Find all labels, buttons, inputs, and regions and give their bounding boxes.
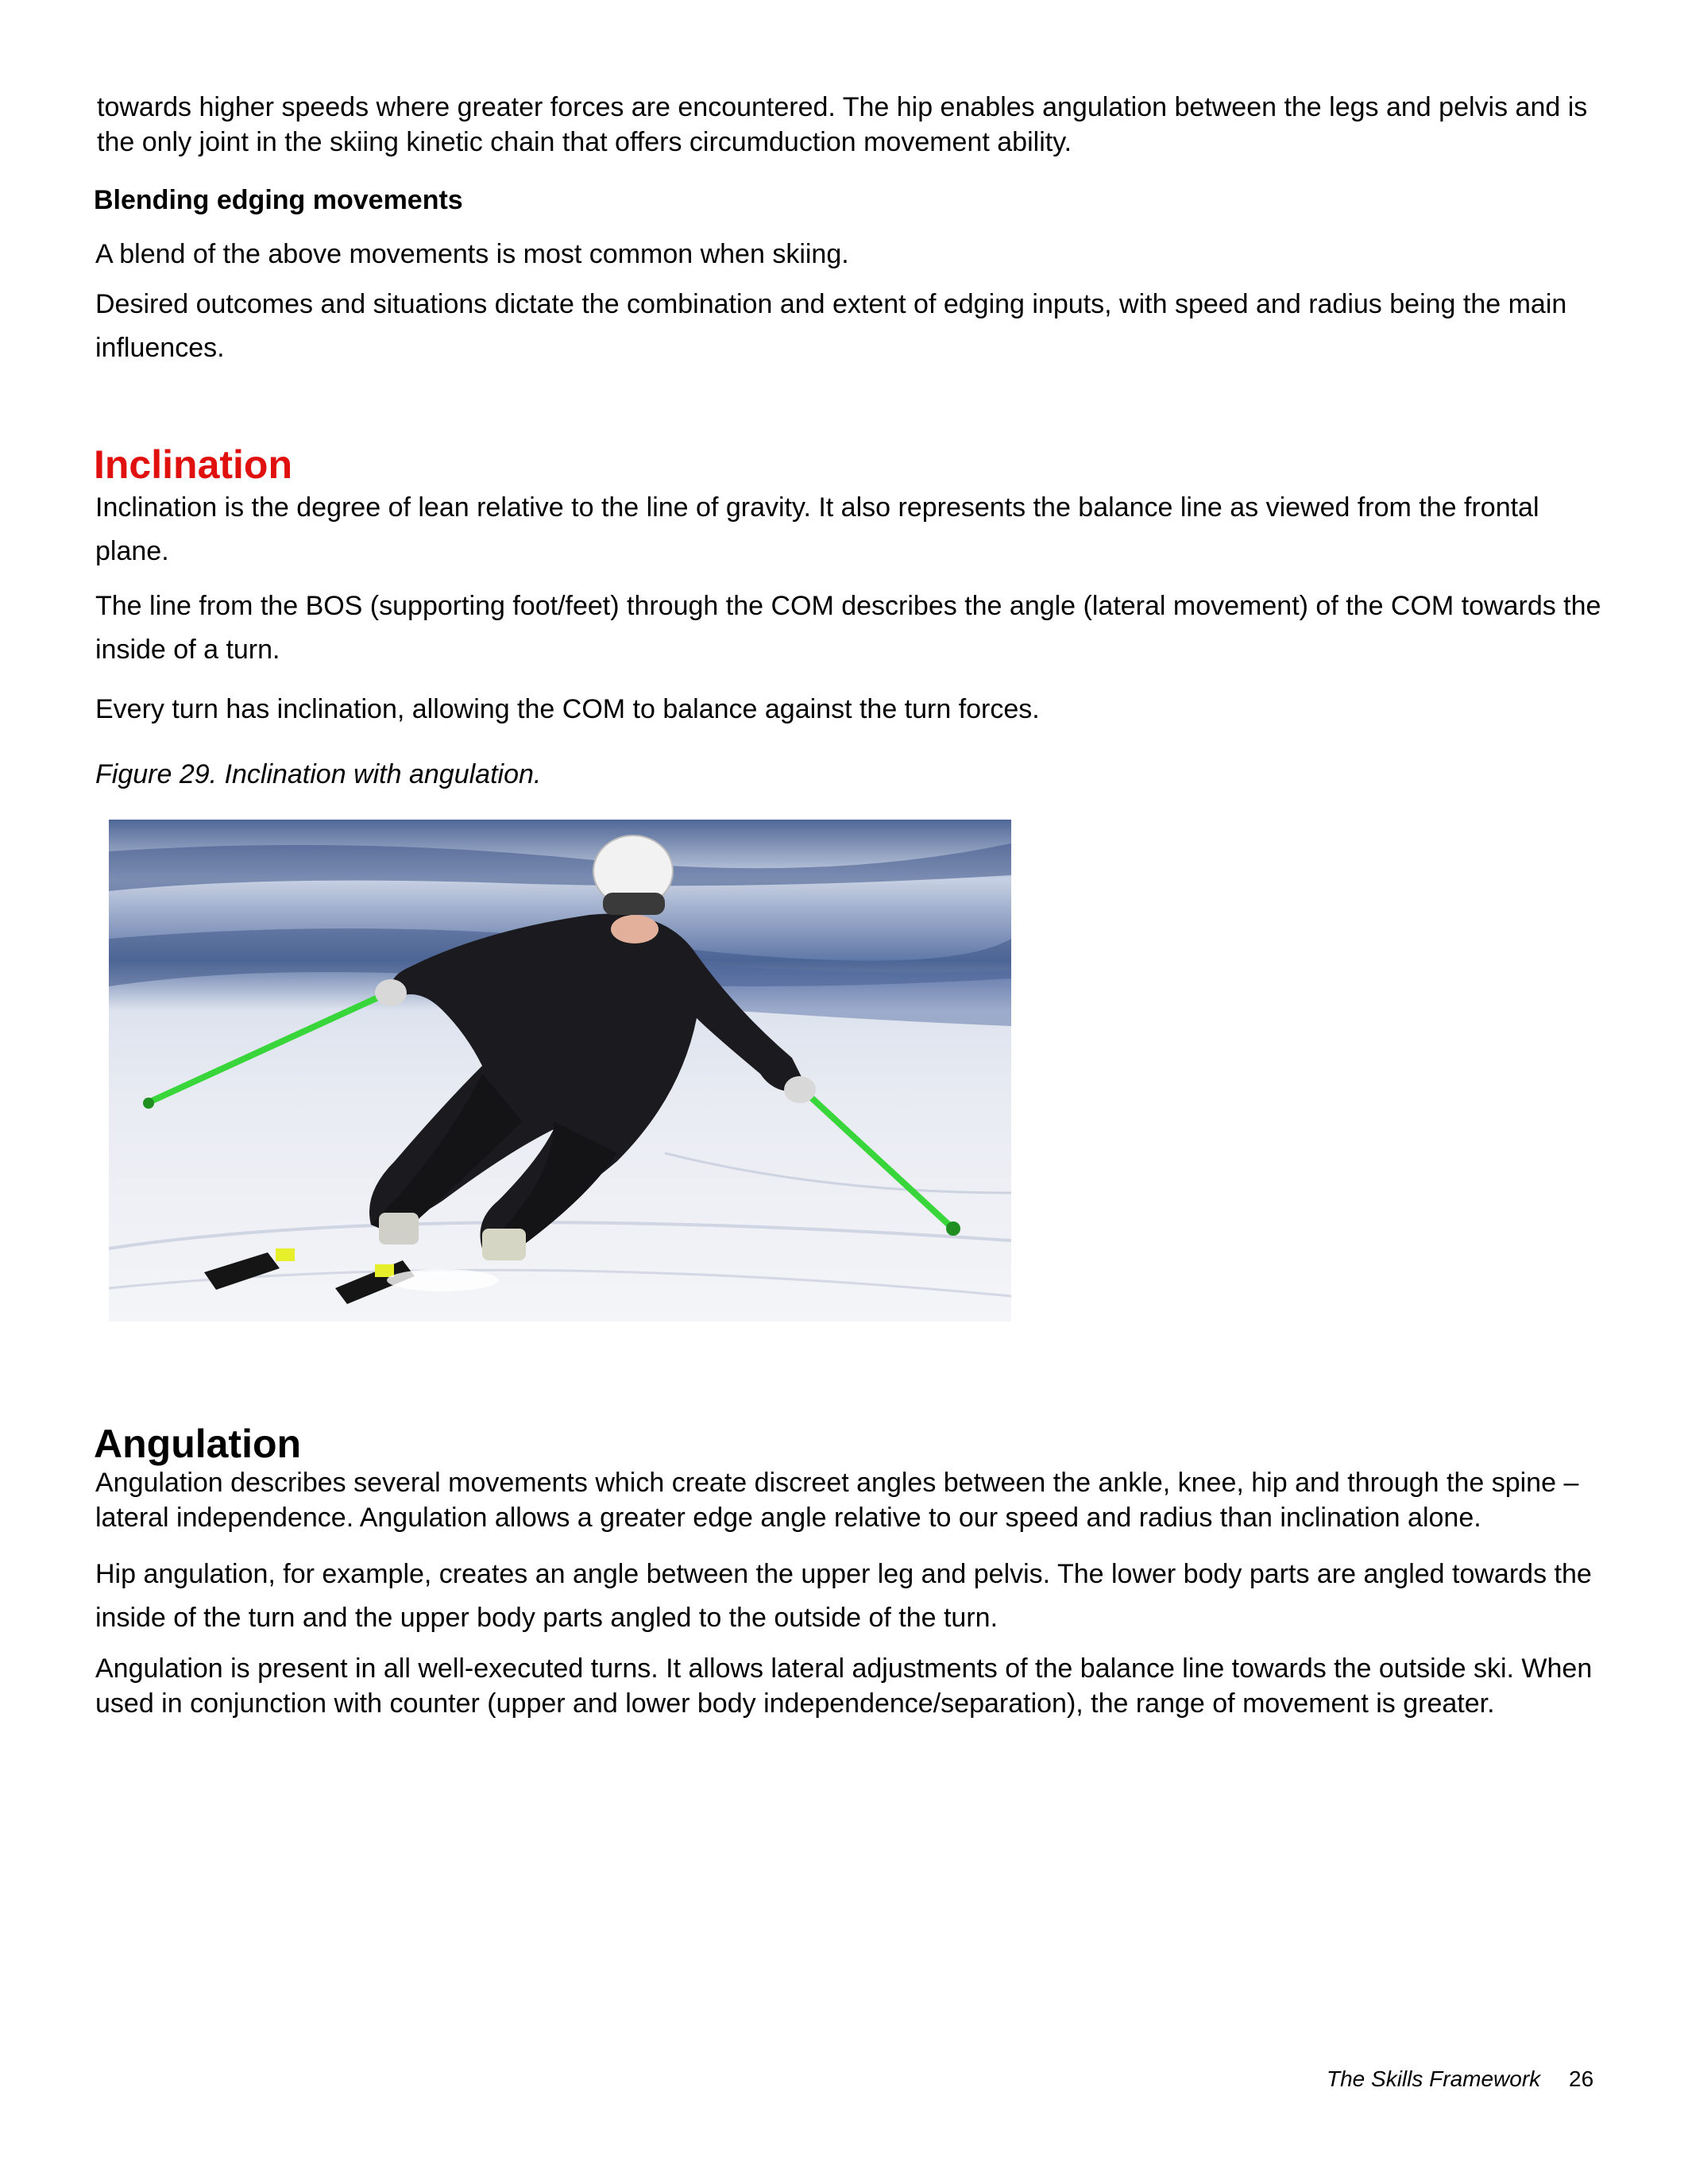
angulation-heading: Angulation: [94, 1422, 302, 1466]
angulation-section: [95, 1465, 1605, 1721]
blending-heading: Blending edging movements: [94, 185, 463, 215]
inclination-paragraph-2: The line from the BOS (supporting foot/feet) through the COM describes the angle (lateral movement) of the COM towards the inside of a turn.: [95, 591, 1601, 665]
intro-paragraph: towards higher speeds where greater forces are encountered. The hip enables angulation between the legs and pelvis and is the only joint in the skiing kinetic chain that offers circumduction movement ability.: [97, 92, 1588, 157]
angulation-paragraph-1: Angulation describes several movements which create discreet angles between the ankle, knee, hip and through the spine – lateral independence. Angulation allows a greater edge angle relative to our speed and radius than inclination alone.: [95, 1468, 1579, 1533]
page-number: 26: [1569, 2066, 1594, 2091]
blending-paragraph-2: Desired outcomes and situations dictate the combination and extent of edging inputs, with speed and radius being the main influences.: [95, 289, 1567, 363]
angulation-paragraph-3: Angulation is present in all well-executed turns. It allows lateral adjustments of the balance line towards the outside ski. When used in conjunction with counter (upper and lower body independence/separation), the range of movement is greater.: [95, 1653, 1593, 1719]
blending-paragraph-1: A blend of the above movements is most common when skiing.: [95, 239, 849, 269]
inclination-section: [95, 486, 1605, 727]
blending-section: [95, 237, 1605, 370]
inclination-paragraph-1: Inclination is the degree of lean relative to the line of gravity. It also represents the balance line as viewed from the frontal plane.: [95, 492, 1539, 566]
skier-photo: [109, 820, 1011, 1322]
figure-caption: Figure 29. Inclination with angulation.: [95, 759, 542, 789]
inclination-paragraph-3: Every turn has inclination, allowing the COM to balance against the turn forces.: [95, 694, 1040, 724]
angulation-paragraph-2: Hip angulation, for example, creates an angle between the upper leg and pelvis. The lower body parts are angled towards the inside of the turn and the upper body parts angled to the outside of the turn.: [95, 1559, 1592, 1633]
inclination-heading: Inclination: [94, 442, 292, 487]
footer-title: The Skills Framework: [1327, 2066, 1541, 2091]
intro-section: [95, 90, 1605, 160]
